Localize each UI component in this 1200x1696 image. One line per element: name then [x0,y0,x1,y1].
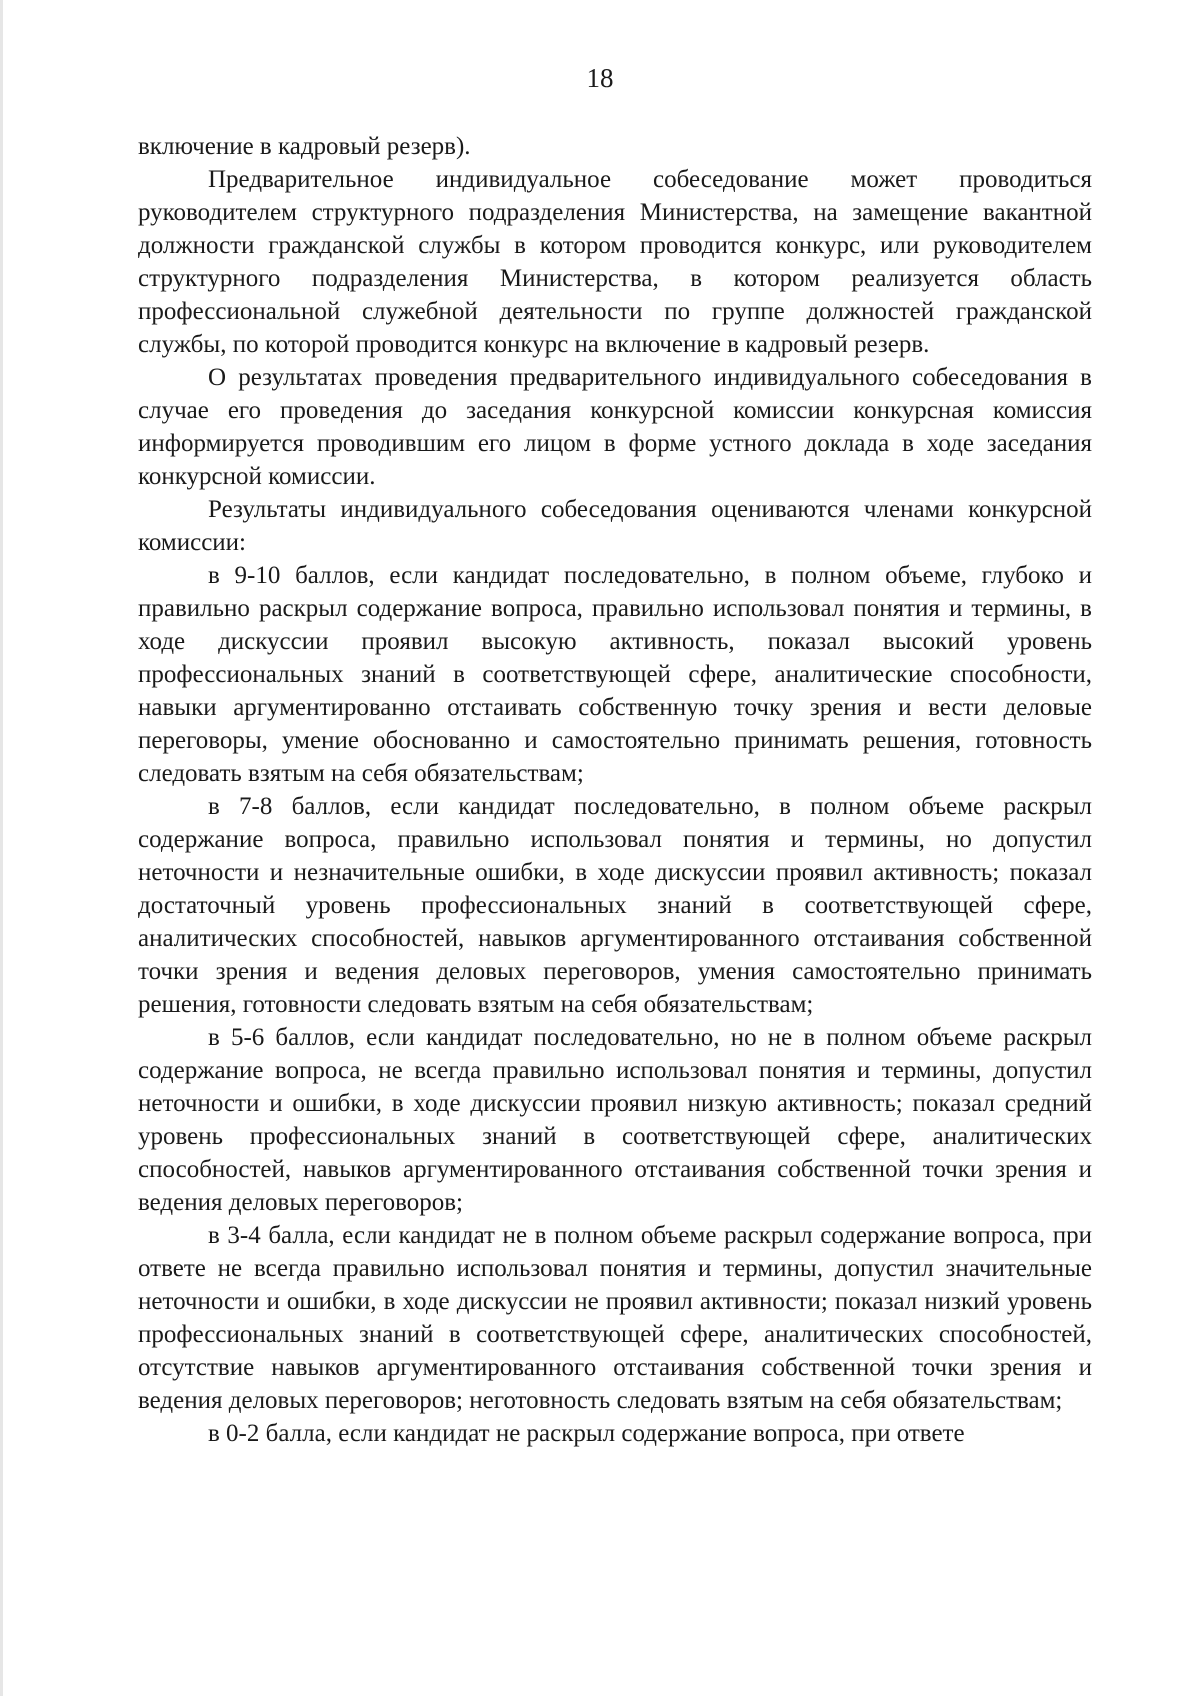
scan-edge [0,0,3,1696]
document-body [138,130,1092,1450]
paragraph-4: Результаты индивидуального собеседования оцениваются членами конкурсной комиссии: [138,496,1092,556]
paragraph-9: в 0-2 балла, если кандидат не раскрыл содержание вопроса, при ответе [208,1420,965,1447]
paragraph-7: в 5-6 баллов, если кандидат последовательно, но не в полном объеме раскрыл содержание вопроса, не всегда правильно использовал понятия и термины, допустил неточности и ошибки, в ходе дискуссии проявил низкую активность; показал средний уровень профессиональных знаний в соответствующей сфере, аналитических способностей, навыков аргументированного отстаивания собственной точки зрения и ведения деловых переговоров; [138,1024,1092,1216]
paragraph-6: в 7-8 баллов, если кандидат последовательно, в полном объеме раскрыл содержание вопроса, правильно использовал понятия и термины, но допустил неточности и незначительные ошибки, в ходе дискуссии проявил активность; показал достаточный уровень профессиональных знаний в соответствующей сфере, аналитических способностей, навыков аргументированного отстаивания собственной точки зрения и ведения деловых переговоров, умения самостоятельно принимать решения, готовности следовать взятым на себя обязательствам; [138,793,1092,1018]
page-number: 18 [586,63,614,93]
paragraph-3: О результатах проведения предварительного индивидуального собеседования в случае его проведения до заседания конкурсной комиссии конкурсная комиссия информируется проводившим его лицом в форме устного доклада в ходе заседания конкурсной комиссии. [138,364,1092,490]
paragraph-1: включение в кадровый резерв). [138,133,471,160]
paragraph-2: Предварительное индивидуальное собеседование может проводиться руководителем структурного подразделения Министерства, на замещение вакантной должности гражданской службы в котором проводится конкурс, или руководителем структурного подразделения Министерства, в котором реализуется область профессиональной служебной деятельности по группе должностей гражданской службы, по которой проводится конкурс на включение в кадровый резерв. [138,166,1092,358]
paragraph-8: в 3-4 балла, если кандидат не в полном объеме раскрыл содержание вопроса, при ответе не всегда правильно использовал понятия и термины, допустил значительные неточности и ошибки, в ходе дискуссии не проявил активности; показал низкий уровень профессиональных знаний в соответствующей сфере, аналитических способностей, отсутствие навыков аргументированного отстаивания собственной точки зрения и ведения деловых переговоров; неготовность следовать взятым на себя обязательствам; [138,1222,1092,1414]
paragraph-5: в 9-10 баллов, если кандидат последовательно, в полном объеме, глубоко и правильно раскрыл содержание вопроса, правильно использовал понятия и термины, в ходе дискуссии проявил высокую активность, показал высокий уровень профессиональных знаний в соответствующей сфере, аналитические способности, навыки аргументированно отстаивать собственную точку зрения и вести деловые переговоры, умение обоснованно и самостоятельно принимать решения, готовность следовать взятым на себя обязательствам; [138,562,1092,787]
